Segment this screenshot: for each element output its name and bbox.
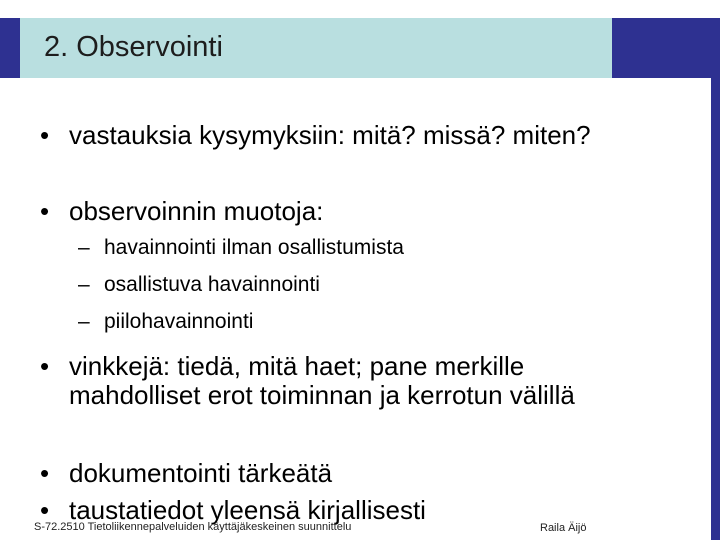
sub-bullet-item: [78, 273, 320, 297]
right-accent-strip: [711, 78, 720, 540]
dash-marker: –: [78, 310, 90, 333]
dash-marker: –: [78, 236, 90, 259]
bullet-item: [40, 120, 629, 150]
footer-course: S-72.2510 Tietoliikennepalveluiden käyttäjäkeskeinen suunnittelu: [34, 521, 352, 533]
bullet-text: dokumentointi tärkeätä: [69, 458, 333, 488]
sub-bullet-text: osallistuva havainnointi: [104, 273, 320, 296]
footer-author: Raila Äijö: [540, 522, 587, 534]
sub-bullet-item: [78, 310, 254, 334]
slide-title: 2. Observointi: [44, 31, 223, 63]
bullet-marker: •: [40, 351, 50, 381]
bullet-marker: •: [40, 196, 50, 226]
bullet-marker: •: [40, 495, 50, 525]
sub-bullet-text: havainnointi ilman osallistumista: [104, 236, 404, 259]
bullet-marker: •: [40, 120, 50, 150]
bullet-marker: •: [40, 458, 50, 488]
bullet-text: taustatiedot yleensä kirjallisesti: [69, 495, 426, 525]
sub-bullet-item: [78, 236, 404, 260]
bullet-text: vastauksia kysymyksiin: mitä? missä? miten?: [69, 120, 591, 150]
bullet-item: [40, 351, 659, 410]
bullet-item: [40, 458, 659, 488]
bullet-item: [40, 196, 629, 226]
dash-marker: –: [78, 273, 90, 296]
bullet-text: vinkkejä: tiedä, mitä haet; pane merkille mahdolliset erot toiminnan ja kerrotun välillä: [69, 351, 575, 410]
bullet-text: observoinnin muotoja:: [69, 196, 324, 226]
sub-bullet-text: piilohavainnointi: [104, 310, 254, 333]
